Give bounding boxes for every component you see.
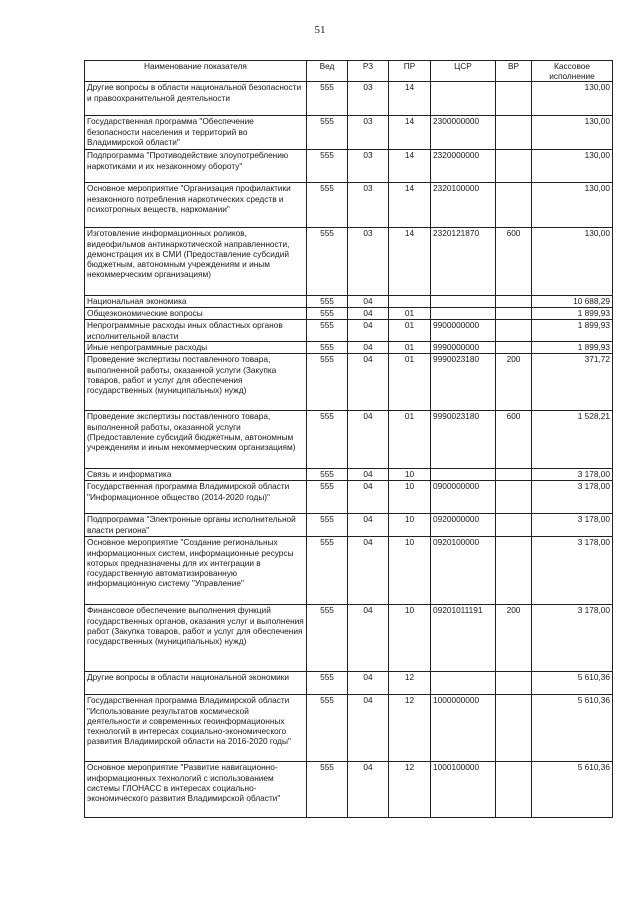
cell-rz: 04 [348,537,389,605]
cell-amount: 3 178,00 [532,537,613,605]
cell-amount: 130,00 [532,82,613,116]
cell-csr [431,308,496,320]
table-row [85,183,613,228]
cell-rz: 04 [348,762,389,818]
cell-ved: 555 [307,695,348,762]
cell-vr [496,672,532,695]
cell-csr: 2320000000 [431,150,496,183]
cell-csr [431,469,496,481]
cell-rz: 04 [348,411,389,469]
cell-ved: 555 [307,320,348,342]
cell-amount: 5 610,36 [532,672,613,695]
cell-name: Проведение экспертизы поставленного товара, выполненной работы, оказанной услуги (Закупка товаров, работ и услуг для обеспечения государственных (муниципальных) нужд) [85,354,307,411]
cell-vr [496,308,532,320]
cell-vr [496,762,532,818]
cell-rz: 03 [348,150,389,183]
cell-rz: 04 [348,514,389,537]
cell-pr: 10 [389,537,431,605]
cell-pr [389,296,431,308]
cell-ved: 555 [307,605,348,672]
cell-vr [496,469,532,481]
table-row [85,296,613,308]
cell-name: Государственная программа "Обеспечение безопасности населения и территорий во Владимирской области" [85,116,307,150]
cell-csr: 0900000000 [431,481,496,514]
cell-vr [496,150,532,183]
cell-pr: 01 [389,354,431,411]
cell-name: Государственная программа Владимирской области "Использование результатов космической деятельности и современных геоинформационных технологий в интересах социально-экономического развития Владимирской области на 2016-2020 годы" [85,695,307,762]
cell-amount: 3 178,00 [532,605,613,672]
cell-rz: 03 [348,116,389,150]
cell-vr [496,296,532,308]
table-row [85,695,613,762]
header-csr: ЦСР [431,61,496,82]
cell-amount: 130,00 [532,116,613,150]
cell-ved: 555 [307,228,348,296]
cell-csr: 2300000000 [431,116,496,150]
cell-name: Национальная экономика [85,296,307,308]
cell-name: Подпрограмма "Электронные органы исполнительной власти региона" [85,514,307,537]
table-row [85,342,613,354]
cell-pr: 01 [389,342,431,354]
table-row [85,228,613,296]
cell-rz: 04 [348,672,389,695]
cell-vr [496,695,532,762]
header-amount: Кассовое исполнение [532,61,613,82]
header-rz: РЗ [348,61,389,82]
cell-name: Финансовое обеспечение выполнения функций государственных органов, оказания услуг и выполнения работ (Закупка товаров, работ и услуг для обеспечения государственных (муниципальных) нужд) [85,605,307,672]
cell-ved: 555 [307,481,348,514]
cell-pr: 14 [389,150,431,183]
cell-ved: 555 [307,342,348,354]
cell-pr: 10 [389,469,431,481]
cell-rz: 04 [348,605,389,672]
cell-amount: 5 610,36 [532,762,613,818]
cell-amount: 1 899,93 [532,308,613,320]
cell-amount: 130,00 [532,183,613,228]
cell-rz: 04 [348,308,389,320]
cell-csr: 2320121870 [431,228,496,296]
table-row [85,469,613,481]
cell-amount: 371,72 [532,354,613,411]
table-row [85,481,613,514]
cell-ved: 555 [307,514,348,537]
cell-pr: 10 [389,605,431,672]
cell-amount: 130,00 [532,228,613,296]
cell-ved: 555 [307,82,348,116]
cell-name: Основное мероприятие "Развитие навигационно-информационных технологий с использованием системы ГЛОНАСС в интересах социально-экономического развития Владимирской области" [85,762,307,818]
budget-table [84,60,613,818]
cell-vr [496,537,532,605]
cell-rz: 04 [348,481,389,514]
cell-csr: 0920000000 [431,514,496,537]
cell-rz: 04 [348,296,389,308]
cell-vr [496,116,532,150]
cell-pr: 14 [389,228,431,296]
cell-amount: 10 688,29 [532,296,613,308]
cell-vr: 200 [496,354,532,411]
cell-pr: 01 [389,411,431,469]
cell-amount: 3 178,00 [532,469,613,481]
table-row [85,672,613,695]
cell-amount: 1 899,93 [532,342,613,354]
cell-amount: 1 528,21 [532,411,613,469]
header-ved: Вед [307,61,348,82]
cell-ved: 555 [307,183,348,228]
cell-csr [431,672,496,695]
cell-name: Подпрограмма "Противодействие злоупотреблению наркотиками и их незаконному обороту" [85,150,307,183]
cell-csr: 2320100000 [431,183,496,228]
cell-amount: 5 610,36 [532,695,613,762]
cell-csr [431,82,496,116]
cell-ved: 555 [307,116,348,150]
cell-pr: 10 [389,514,431,537]
cell-rz: 04 [348,469,389,481]
cell-csr: 1000100000 [431,762,496,818]
cell-rz: 04 [348,695,389,762]
cell-amount: 130,00 [532,150,613,183]
cell-amount: 1 899,93 [532,320,613,342]
cell-csr: 1000000000 [431,695,496,762]
header-pr: ПР [389,61,431,82]
cell-vr [496,82,532,116]
table-header-row [85,61,613,82]
page-number: 51 [314,24,326,36]
cell-name: Государственная программа Владимирской области "Информационное общество (2014-2020 годы)" [85,481,307,514]
cell-pr: 01 [389,320,431,342]
cell-pr: 14 [389,116,431,150]
cell-amount: 3 178,00 [532,514,613,537]
table-row [85,411,613,469]
cell-pr: 01 [389,308,431,320]
table-row [85,116,613,150]
cell-rz: 04 [348,354,389,411]
cell-csr: 9900000000 [431,320,496,342]
cell-rz: 03 [348,82,389,116]
table-row [85,762,613,818]
cell-ved: 555 [307,308,348,320]
cell-pr: 14 [389,82,431,116]
cell-csr: 0920100000 [431,537,496,605]
cell-vr [496,342,532,354]
cell-pr: 12 [389,672,431,695]
cell-ved: 555 [307,411,348,469]
cell-name: Другие вопросы в области национальной экономики [85,672,307,695]
cell-name: Непрограммные расходы иных областных органов исполнительной власти [85,320,307,342]
table-body [85,82,613,818]
cell-csr: 9990023180 [431,411,496,469]
cell-rz: 04 [348,342,389,354]
cell-rz: 04 [348,320,389,342]
cell-vr: 200 [496,605,532,672]
cell-ved: 555 [307,354,348,411]
header-vr: ВР [496,61,532,82]
table-row [85,308,613,320]
cell-name: Основное мероприятие "Организация профилактики незаконного потребления наркотических средств и психотропных веществ, наркомании" [85,183,307,228]
cell-csr: 09201011191 [431,605,496,672]
cell-name: Основное мероприятие "Создание региональных информационных систем, информационные ресурсы которых предназначены для их интеграции в государственную автоматизированную информационную систему "Управление" [85,537,307,605]
cell-ved: 555 [307,537,348,605]
table-row [85,514,613,537]
header-name: Наименование показателя [85,61,307,82]
cell-pr: 12 [389,695,431,762]
cell-csr: 9990023180 [431,354,496,411]
cell-ved: 555 [307,150,348,183]
cell-ved: 555 [307,469,348,481]
cell-rz: 03 [348,228,389,296]
table-row [85,150,613,183]
table-row [85,605,613,672]
table-row [85,82,613,116]
cell-vr [496,481,532,514]
table-row [85,354,613,411]
cell-csr [431,296,496,308]
cell-pr: 14 [389,183,431,228]
cell-name: Связь и информатика [85,469,307,481]
cell-vr: 600 [496,228,532,296]
cell-name: Проведение экспертизы поставленного товара, выполненной работы, оказанной услуги (Предоставление субсидий бюджетным, автономным учреждениям и иным некоммерческим организациям) [85,411,307,469]
cell-name: Изготовление информационных роликов, видеофильмов антинаркотической направленности, демонстрация их в СМИ (Предоставление субсидий бюджетным, автономным учреждениям и иным некоммерческим организациям) [85,228,307,296]
cell-pr: 10 [389,481,431,514]
cell-vr [496,183,532,228]
cell-ved: 555 [307,296,348,308]
cell-ved: 555 [307,762,348,818]
cell-name: Общеэкономические вопросы [85,308,307,320]
cell-name: Другие вопросы в области национальной безопасности и правоохранительной деятельности [85,82,307,116]
cell-rz: 03 [348,183,389,228]
table-row [85,320,613,342]
cell-vr: 600 [496,411,532,469]
cell-amount: 3 178,00 [532,481,613,514]
cell-vr [496,320,532,342]
cell-name: Иные непрограммные расходы [85,342,307,354]
cell-pr: 12 [389,762,431,818]
table-row [85,537,613,605]
cell-ved: 555 [307,672,348,695]
cell-vr [496,514,532,537]
cell-csr: 9990000000 [431,342,496,354]
